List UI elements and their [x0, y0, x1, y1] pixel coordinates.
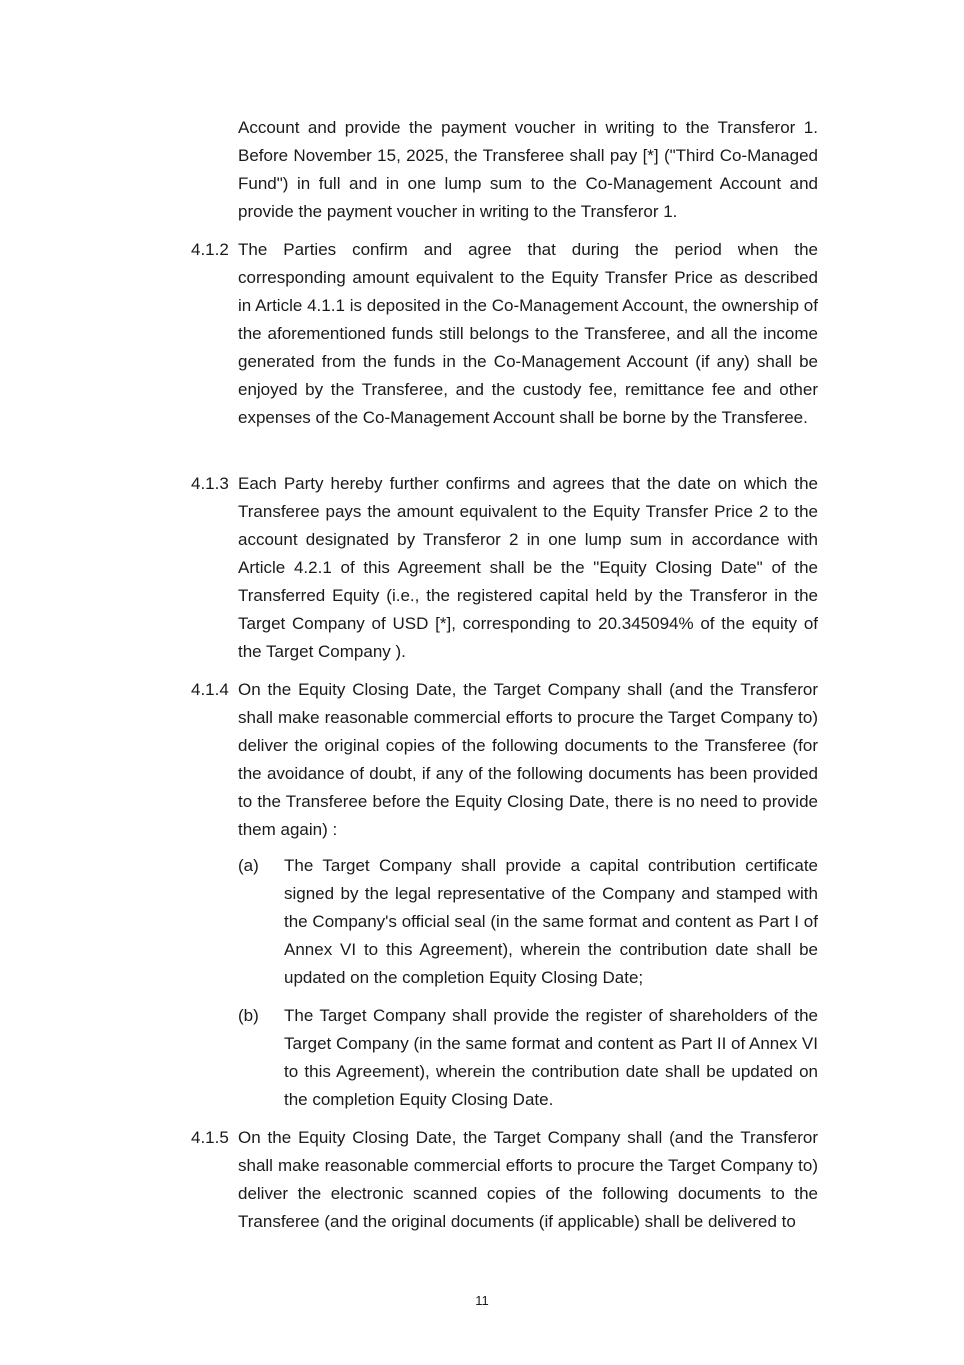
subitem-a — [238, 852, 818, 992]
clause-4-1-2 — [191, 236, 818, 432]
clause-4-1-5 — [191, 1124, 818, 1236]
clause-number: 4.1.3 — [191, 474, 229, 493]
clause-4-1-3 — [191, 470, 818, 666]
clause-4-1-4 — [191, 676, 818, 844]
clause-text: The Parties confirm and agree that during the period when the corresponding amount equivalent to the Equity Transfer Price as described in Article 4.1.1 is deposited in the Co-Management Account, the ownership of the aforementioned funds still belongs to the Transferee, and all the income generated from the funds in the Co-Management Account (if any) shall be enjoyed by the Transferee, and the custody fee, remittance fee and other expenses of the Co-Management Account shall be borne by the Transferee. — [238, 240, 818, 427]
clause-text: On the Equity Closing Date, the Target Company shall (and the Transferor shall make reasonable commercial efforts to procure the Target Company to) deliver the electronic scanned copies of the following documents to the Transferee (and the original documents (if applicable) shall be delivered to — [238, 1128, 818, 1231]
subitem-label: (a) — [238, 856, 259, 875]
subitem-text: The Target Company shall provide the register of shareholders of the Target Company (in the same format and content as Part II of Annex VI to this Agreement), wherein the contribution date shall be updated on the completion Equity Closing Date. — [284, 1006, 818, 1109]
clause-text: On the Equity Closing Date, the Target Company shall (and the Transferor shall make reasonable commercial efforts to procure the Target Company to) deliver the original copies of the following documents to the Transferee (for the avoidance of doubt, if any of the following documents has been provided to the Transferee before the Equity Closing Date, there is no need to provide them again) : — [238, 680, 818, 839]
clause-number: 4.1.2 — [191, 240, 229, 259]
continuation-paragraph: Account and provide the payment voucher in writing to the Transferor 1. Before November 15, 2025, the Transferee shall pay [*] ("Third Co-Managed Fund") in full and in one lump sum to the Co-Management Account and provide the payment voucher in writing to the Transferor 1. — [238, 118, 818, 221]
subitem-b — [238, 1002, 818, 1114]
clause-number: 4.1.5 — [191, 1128, 229, 1147]
subitem-label: (b) — [238, 1006, 259, 1025]
subitem-text: The Target Company shall provide a capital contribution certificate signed by the legal representative of the Company and stamped with the Company's official seal (in the same format and content as Part I of Annex VI to this Agreement), wherein the contribution date shall be updated on the completion Equity Closing Date; — [284, 856, 818, 987]
clause-text: Each Party hereby further confirms and agrees that the date on which the Transferee pays the amount equivalent to the Equity Transfer Price 2 to the account designated by Transferor 2 in one lump sum in accordance with Article 4.2.1 of this Agreement shall be the "Equity Closing Date" of the Transferred Equity (i.e., the registered capital held by the Transferor in the Target Company of USD [*], corresponding to 20.345094% of the equity of the Target Company ). — [238, 474, 818, 661]
clause-number: 4.1.4 — [191, 680, 229, 699]
page-number: 11 — [475, 1293, 489, 1308]
